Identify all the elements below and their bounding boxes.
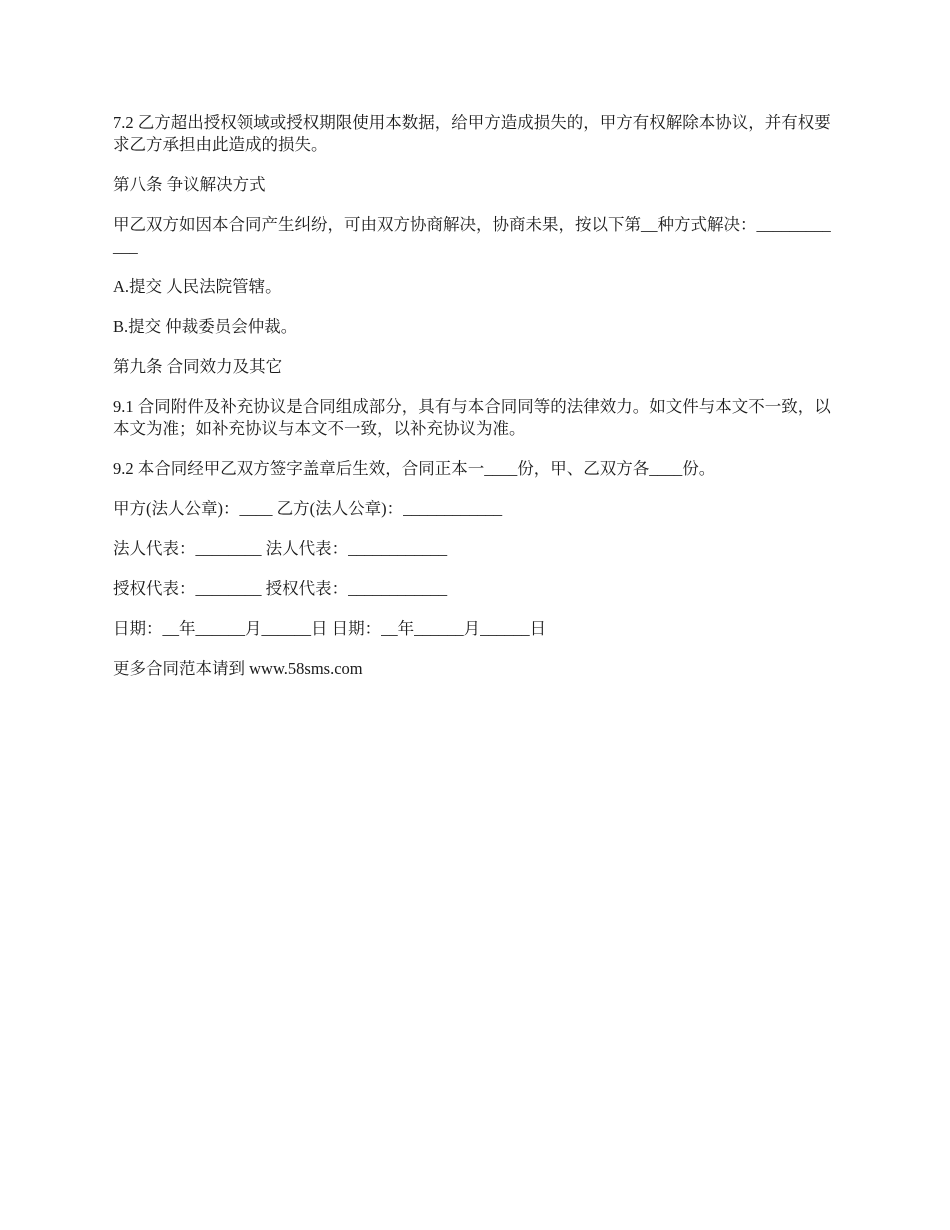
party-seal-line: 甲方(法人公章)：____ 乙方(法人公章)：____________ [113,499,503,518]
option-a: A.提交 人民法院管辖。 [113,277,282,296]
date-line: 日期：__年______月______日 日期：__年______月______日 [113,619,547,638]
clause-9-2: 9.2 本合同经甲乙双方签字盖章后生效，合同正本一____份，甲、乙双方各____份。 [113,459,716,478]
legal-rep-line: 法人代表：________ 法人代表：____________ [113,539,448,558]
clause-7-2: 7.2 乙方超出授权领域或授权期限使用本数据，给甲方造成损失的，甲方有权解除本协议，并有权要求乙方承担由此造成的损失。 [113,113,831,154]
dispute-resolution-text: 甲乙双方如因本合同产生纠纷，可由双方协商解决，协商未果，按以下第__种方式解决：____________ [113,215,831,256]
document-page [113,112,837,698]
article-9-heading: 第九条 合同效力及其它 [113,357,283,376]
authorized-rep-line: 授权代表：________ 授权代表：____________ [113,579,448,598]
footer-more-templates: 更多合同范本请到 www.58sms.com [113,659,363,678]
option-b: B.提交 仲裁委员会仲裁。 [113,317,298,336]
article-8-heading: 第八条 争议解决方式 [113,175,266,194]
clause-9-1: 9.1 合同附件及补充协议是合同组成部分，具有与本合同同等的法律效力。如文件与本文不一致，以本文为准；如补充协议与本文不一致，以补充协议为准。 [113,397,831,438]
